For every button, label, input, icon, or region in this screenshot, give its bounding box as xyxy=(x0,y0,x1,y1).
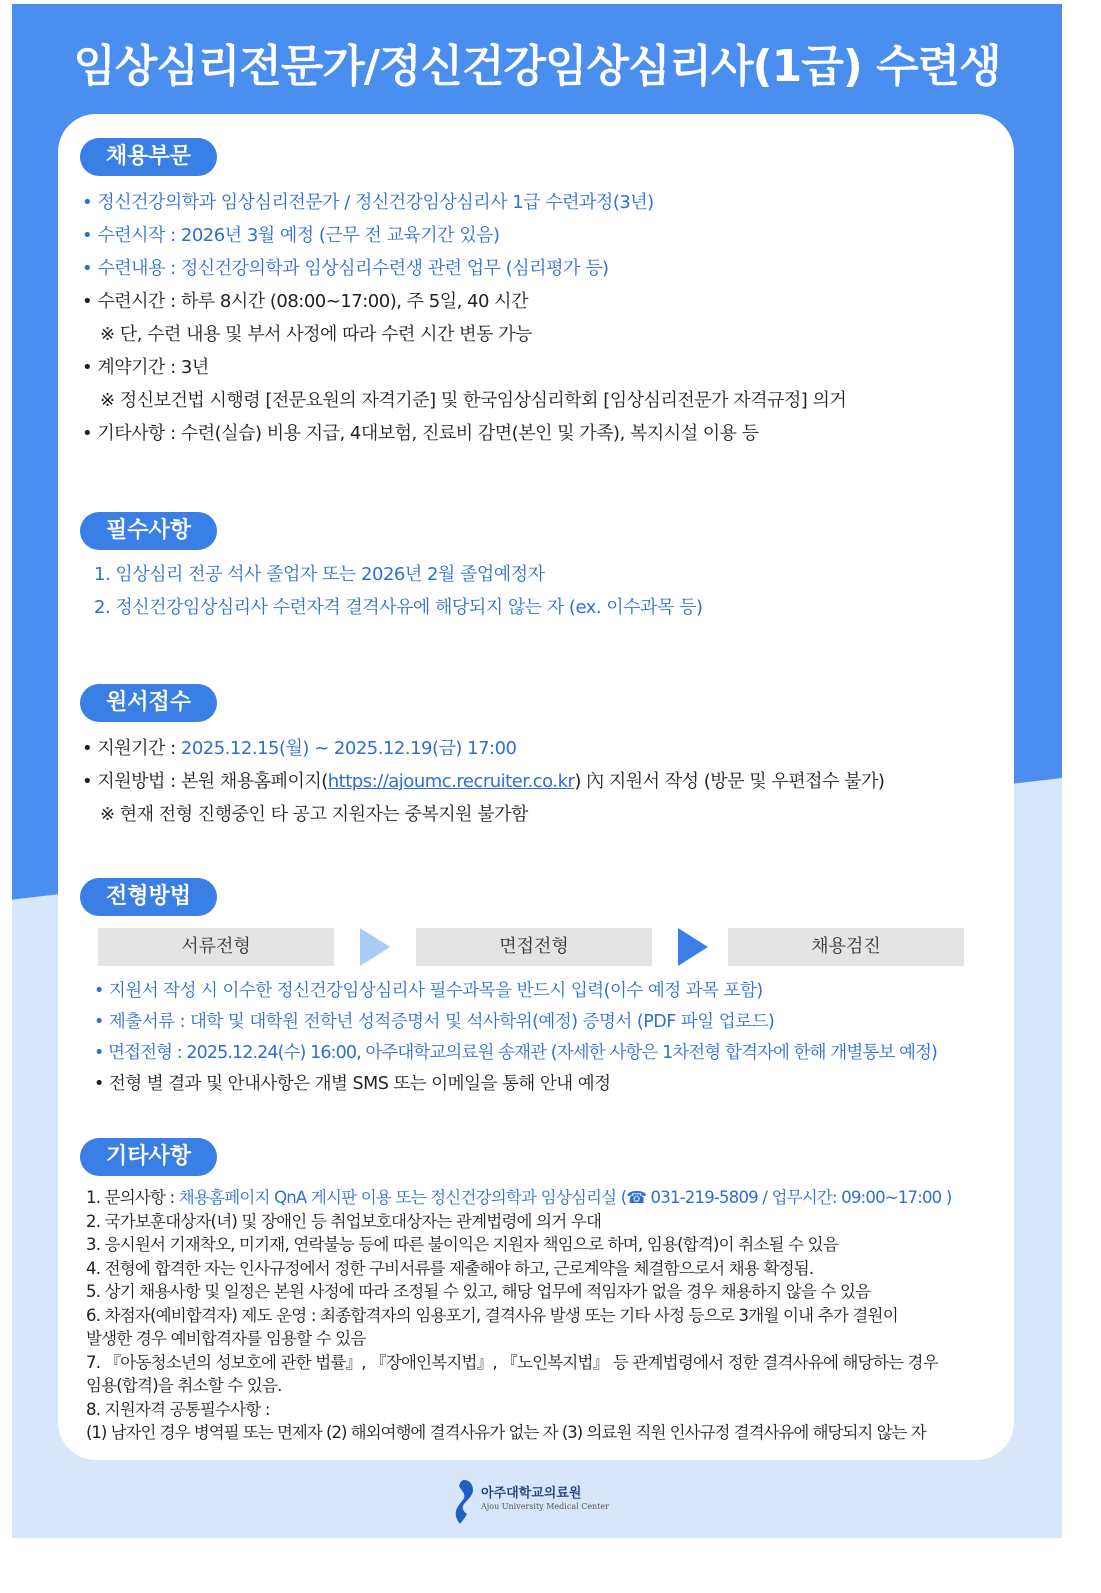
apply-period: • 지원기간 : 2025.12.15(월) ~ 2025.12.19(금) 17:00 xyxy=(82,738,517,759)
etc-list xyxy=(86,1186,1002,1445)
list-item: • 전형 별 결과 및 안내사항은 개별 SMS 또는 이메일을 통해 안내 예정 xyxy=(94,1074,611,1094)
list-item: 4. 전형에 합격한 자는 인사규정에서 정한 구비서류를 제출해야 하고, 근로계약을 체결함으로서 채용 확정됨. xyxy=(86,1258,814,1278)
required-list xyxy=(94,558,1002,624)
list-item: 발생한 경우 예비합격자를 임용할 수 있음 xyxy=(86,1329,366,1348)
section-label-recruit: 채용부문 xyxy=(80,138,217,176)
apply-list xyxy=(82,732,1002,831)
list-item: 1. 임상심리 전공 석사 졸업자 또는 2026년 2월 졸업예정자 xyxy=(94,564,545,585)
step-document: 서류전형 xyxy=(98,928,334,966)
arrow-right-icon xyxy=(360,928,390,966)
list-item: 5. 상기 채용사항 및 일정은 본원 사정에 따라 조정될 수 있고, 해당 업무에 적임자가 없을 경우 채용하지 않을 수 있음 xyxy=(86,1282,871,1301)
list-item: 6. 차점자(예비합격자) 제도 운영 : 최종합격자의 임용포기, 결격사유 발생 또는 기타 사정 등으로 3개월 이내 추가 결원이 xyxy=(86,1305,898,1325)
page-title: 임상심리전문가/정신건강임상심리사(1급) 수련생 xyxy=(73,41,1001,92)
list-item: • 기타사항 : 수련(실습) 비용 지급, 4대보험, 진료비 감면(본인 및 가족), 복지시설 이용 등 xyxy=(82,423,759,444)
list-item: • 계약기간 : 3년 xyxy=(82,357,209,378)
hospital-logo xyxy=(455,1478,655,1528)
arrow-right-icon xyxy=(678,928,708,966)
content-card xyxy=(58,114,1014,1460)
logo-text-korean: 아주대학교의료원 xyxy=(481,1486,582,1501)
list-item: • 면접전형 : 2025.12.24(수) 16:00, 아주대학교의료원 송재관 (자세한 사항은 1차전형 합격자에 한해 개별통보 예정) xyxy=(94,1043,937,1063)
list-note: ※ 현재 전형 진행중인 타 공고 지원자는 중복지원 불가함 xyxy=(100,804,528,825)
list-item: 2. 정신건강임상심리사 수련자격 결격사유에 해당되지 않는 자 (ex. 이수과목 등) xyxy=(94,597,703,618)
list-item: • 수련시간 : 하루 8시간 (08:00~17:00), 주 5일, 40 시간 xyxy=(82,291,528,312)
list-item: • 정신건강의학과 임상심리전문가 / 정신건강임상심리사 1급 수련과정(3년) xyxy=(82,192,654,213)
list-item: (1) 남자인 경우 병역필 또는 면제자 (2) 해외여행에 결격사유가 없는 자 (3) 의료원 직원 인사규정 결격사유에 해당되지 않는 자 xyxy=(86,1423,926,1442)
list-item: 임용(합격)을 취소할 수 있음. xyxy=(86,1376,282,1395)
recruit-list xyxy=(82,186,1002,450)
process-list xyxy=(94,976,1002,1100)
apply-method: • 지원방법 : 본원 채용홈페이지(https://ajoumc.recruiter.co.kr) 內 지원서 작성 (방문 및 우편접수 불가) xyxy=(82,771,885,792)
process-steps xyxy=(98,928,964,966)
logo-mark-icon xyxy=(455,1480,473,1524)
step-interview: 면접전형 xyxy=(416,928,652,966)
logo-text-english: Ajou University Medical Center xyxy=(481,1502,609,1511)
section-label-process: 전형방법 xyxy=(80,878,217,916)
list-item: • 수련내용 : 정신건강의학과 임상심리수련생 관련 업무 (심리평가 등) xyxy=(82,258,609,279)
list-item: 2. 국가보훈대상자(녀) 및 장애인 등 취업보호대상자는 관계법령에 의거 우대 xyxy=(86,1211,602,1231)
list-item: • 지원서 작성 시 이수한 정신건강임상심리사 필수과목을 반드시 입력(이수 예정 과목 포함) xyxy=(94,981,763,1001)
section-label-apply: 원서접수 xyxy=(80,684,217,722)
list-note: ※ 단, 수련 내용 및 부서 사정에 따라 수련 시간 변동 가능 xyxy=(100,324,532,345)
list-item: • 수련시작 : 2026년 3월 예정 (근무 전 교육기간 있음) xyxy=(82,225,500,246)
list-item: • 제출서류 : 대학 및 대학원 전학년 성적증명서 및 석사학위(예정) 증명서 (PDF 파일 업로드) xyxy=(94,1012,775,1032)
step-checkup: 채용검진 xyxy=(728,928,964,966)
list-item: 1. 문의사항 : 채용홈페이지 QnA 게시판 이용 또는 정신건강의학과 임상심리실 (☎ 031-219-5809 / 업무시간: 09:00~17:00 ) xyxy=(86,1188,952,1207)
section-label-required: 필수사항 xyxy=(80,512,217,550)
section-label-etc: 기타사항 xyxy=(80,1138,217,1176)
list-item: 8. 지원자격 공통필수사항 : xyxy=(86,1399,270,1419)
list-note: ※ 정신보건법 시행령 [전문요원의 자격기준] 및 한국임상심리학회 [임상심리전문가 자격규정] 의거 xyxy=(100,390,847,411)
list-item: 3. 응시원서 기재착오, 미기재, 연락불능 등에 따른 불이익은 지원자 책임으로 하며, 임용(합격)이 취소될 수 있음 xyxy=(86,1235,838,1254)
recruit-homepage-link[interactable]: https://ajoumc.recruiter.co.kr xyxy=(327,771,575,792)
list-item: 7. 『아동청소년의 성보호에 관한 법률』, 『장애인복지법』, 『노인복지법』 등 관계법령에서 정한 결격사유에 해당하는 경우 xyxy=(86,1352,938,1372)
